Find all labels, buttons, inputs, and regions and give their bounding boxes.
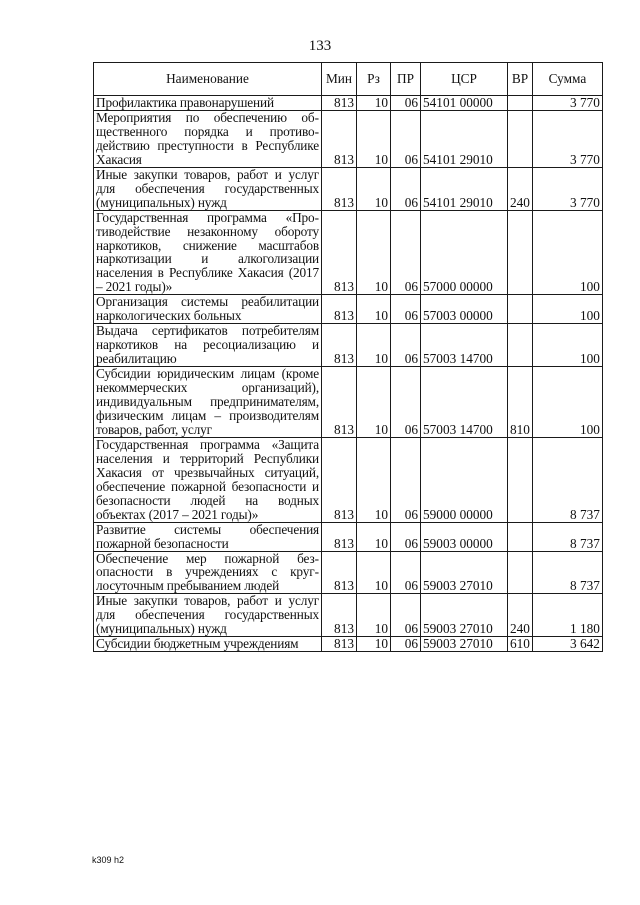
table-header-row	[94, 63, 603, 96]
row-vr	[508, 210, 533, 295]
header-vr: ВР	[508, 63, 533, 96]
footer-code: k309 h2	[92, 855, 125, 865]
row-vr: 240	[508, 594, 533, 637]
page-number: 133	[308, 38, 332, 54]
row-min: 813	[322, 167, 357, 210]
row-min: 813	[322, 437, 357, 522]
row-name: Развитие системы обеспечения пожарной безопасности	[94, 522, 322, 551]
row-rz: 10	[357, 637, 391, 652]
row-vr	[508, 522, 533, 551]
row-sum: 100	[532, 367, 602, 438]
row-name: Государственная программа «Противодействие незаконному обороту наркотиков, снижение масштабов наркотизации и алкоголизации населения в Республике Хакасия (2017 – 2021 годы)»	[94, 210, 322, 295]
header-name: Наименование	[94, 63, 322, 96]
header-csr: ЦСР	[421, 63, 508, 96]
row-rz: 10	[357, 210, 391, 295]
row-name: Обеспечение мер пожарной безопасности в учреждениях с круглосуточным пребыванием людей	[94, 551, 322, 594]
row-pr: 06	[391, 110, 421, 167]
row-sum: 100	[532, 324, 602, 367]
row-sum: 100	[532, 295, 602, 324]
row-vr: 240	[508, 167, 533, 210]
row-pr: 06	[391, 367, 421, 438]
row-pr: 06	[391, 96, 421, 111]
row-min: 813	[322, 210, 357, 295]
row-name: Профилактика правонарушений	[94, 96, 322, 111]
row-vr	[508, 551, 533, 594]
row-csr: 57003 14700	[421, 324, 508, 367]
row-rz: 10	[357, 551, 391, 594]
row-name: Субсидии бюджетным учреждениям	[94, 637, 322, 652]
row-rz: 10	[357, 110, 391, 167]
table-row	[94, 96, 603, 111]
row-rz: 10	[357, 522, 391, 551]
row-sum: 8 737	[532, 551, 602, 594]
row-csr: 54101 29010	[421, 167, 508, 210]
row-pr: 06	[391, 210, 421, 295]
row-csr: 59003 27010	[421, 594, 508, 637]
row-sum: 3 770	[532, 110, 602, 167]
row-sum: 1 180	[532, 594, 602, 637]
table-row	[94, 324, 603, 367]
row-name: Субсидии юридическим лицам (кроме некоммерческих организаций), индивидуальным предпринимателям, физическим лицам – производителям товаров, работ, услуг	[94, 367, 322, 438]
table-row	[94, 637, 603, 652]
row-name: Выдача сертификатов потребителям наркотиков на ресоциализацию и реабилитацию	[94, 324, 322, 367]
table-row	[94, 551, 603, 594]
row-sum: 3 770	[532, 167, 602, 210]
row-min: 813	[322, 295, 357, 324]
row-sum: 8 737	[532, 522, 602, 551]
header-sum: Сумма	[532, 63, 602, 96]
row-sum: 3 770	[532, 96, 602, 111]
row-rz: 10	[357, 367, 391, 438]
row-min: 813	[322, 522, 357, 551]
budget-table	[93, 62, 603, 652]
table-row	[94, 522, 603, 551]
row-name: Мероприятия по обеспечению общественного порядка и противодействию преступности в Республике Хакасия	[94, 110, 322, 167]
row-sum: 8 737	[532, 437, 602, 522]
row-vr: 810	[508, 367, 533, 438]
row-pr: 06	[391, 324, 421, 367]
table-row	[94, 367, 603, 438]
table-row	[94, 167, 603, 210]
row-vr	[508, 110, 533, 167]
row-pr: 06	[391, 167, 421, 210]
row-csr: 57003 14700	[421, 367, 508, 438]
row-pr: 06	[391, 637, 421, 652]
row-name: Государственная программа «Защита населения и территорий Республики Хакасия от чрезвычайных ситуаций, обеспечение пожарной безопасности и безопасности людей на водных объектах (2017 – 2021 годы)»	[94, 437, 322, 522]
row-name: Организация системы реабилитации наркологических больных	[94, 295, 322, 324]
row-min: 813	[322, 110, 357, 167]
row-vr: 610	[508, 637, 533, 652]
header-min: Мин	[322, 63, 357, 96]
row-pr: 06	[391, 295, 421, 324]
row-vr	[508, 437, 533, 522]
row-min: 813	[322, 551, 357, 594]
row-csr: 59000 00000	[421, 437, 508, 522]
row-csr: 54101 29010	[421, 110, 508, 167]
row-rz: 10	[357, 167, 391, 210]
row-vr	[508, 96, 533, 111]
row-csr: 54101 00000	[421, 96, 508, 111]
row-csr: 59003 27010	[421, 551, 508, 594]
row-min: 813	[322, 324, 357, 367]
row-csr: 59003 00000	[421, 522, 508, 551]
row-csr: 57000 00000	[421, 210, 508, 295]
table-row	[94, 295, 603, 324]
row-csr: 59003 27010	[421, 637, 508, 652]
row-name: Иные закупки товаров, работ и услуг для обеспечения государственных (муниципальных) нужд	[94, 167, 322, 210]
header-pr: ПР	[391, 63, 421, 96]
row-rz: 10	[357, 437, 391, 522]
table-row	[94, 594, 603, 637]
row-rz: 10	[357, 295, 391, 324]
row-min: 813	[322, 96, 357, 111]
row-sum: 3 642	[532, 637, 602, 652]
table-row	[94, 110, 603, 167]
row-min: 813	[322, 594, 357, 637]
row-min: 813	[322, 637, 357, 652]
row-pr: 06	[391, 551, 421, 594]
row-pr: 06	[391, 522, 421, 551]
row-min: 813	[322, 367, 357, 438]
row-vr	[508, 295, 533, 324]
table-row	[94, 437, 603, 522]
row-name: Иные закупки товаров, работ и услуг для обеспечения государственных (муниципальных) нужд	[94, 594, 322, 637]
row-pr: 06	[391, 594, 421, 637]
row-rz: 10	[357, 324, 391, 367]
table-row	[94, 210, 603, 295]
row-vr	[508, 324, 533, 367]
header-rz: Рз	[357, 63, 391, 96]
row-pr: 06	[391, 437, 421, 522]
row-csr: 57003 00000	[421, 295, 508, 324]
row-sum: 100	[532, 210, 602, 295]
row-rz: 10	[357, 96, 391, 111]
row-rz: 10	[357, 594, 391, 637]
